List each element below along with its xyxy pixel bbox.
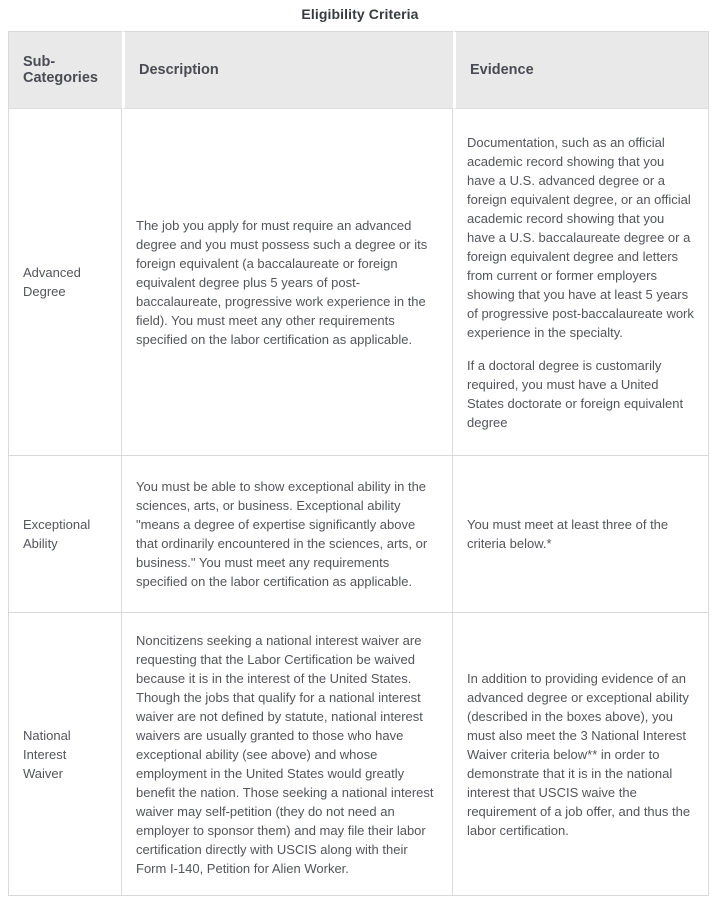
description-text: Noncitizens seeking a national interest waiver are requesting that the Labor Certification be waived because it is in the interest of the United States. Though the jobs that qualify for a national interest waiver are not defined by statute, national interest waivers are usually granted to those who have exceptional ability (see above) and whose employment in the United States would greatly benefit the nation. Those seeking a national interest waiver may self-petition (they do not need an employer to sponsor them) and may file their labor certification directly with USCIS along with their Form I-140, Petition for Alien Worker. bbox=[136, 632, 434, 876]
sub-category-label: Advanced Degree bbox=[8, 109, 122, 456]
description-cell bbox=[122, 109, 453, 456]
page-title: Eligibility Criteria bbox=[301, 6, 419, 22]
column-header-description: Description bbox=[122, 31, 453, 109]
eligibility-criteria-table bbox=[8, 31, 709, 896]
table-row-exceptional-ability bbox=[8, 456, 709, 613]
column-header-evidence: Evidence bbox=[453, 31, 709, 109]
table-row-advanced-degree bbox=[8, 109, 709, 456]
evidence-paragraph: In addition to providing evidence of an advanced degree or exceptional ability (described in the boxes above), you must also meet the 3 National Interest Waiver criteria below** in order to demonstrate that it is in the national interest that USCIS waive the requirement of a job offer, and thus the labor certification. bbox=[467, 670, 691, 838]
header-row bbox=[8, 31, 709, 109]
evidence-paragraph: Documentation, such as an official academic record showing that you have a U.S. advanced degree or a foreign equivalent degree, or an official academic record showing that you have a U.S. baccalaureate degree or a foreign equivalent degree and letters from current or former employers showing that you have at least 5 years of progressive post-baccalaureate work experience in the specialty. bbox=[467, 134, 694, 340]
table-row-national-interest-waiver bbox=[8, 613, 709, 896]
description-text: The job you apply for must require an advanced degree and you must possess such a degree or its foreign equivalent (a baccalaureate or foreign equivalent degree plus 5 years of post-baccalaureate, progressive work experience in the field). You must meet any other requirements specified on the labor certification as applicable. bbox=[136, 217, 428, 347]
sub-category-label: Exceptional Ability bbox=[8, 456, 122, 613]
description-cell bbox=[122, 613, 453, 896]
description-cell bbox=[122, 456, 453, 613]
evidence-paragraph: You must meet at least three of the criteria below.* bbox=[467, 517, 669, 551]
column-header-sub-categories: Sub-Categories bbox=[8, 31, 122, 109]
sub-category-label: National Interest Waiver bbox=[8, 613, 122, 896]
evidence-cell bbox=[453, 456, 709, 613]
evidence-cell bbox=[453, 613, 709, 896]
evidence-paragraph: If a doctoral degree is customarily required, you must have a United States doctorate or foreign equivalent degree bbox=[467, 357, 684, 430]
evidence-cell bbox=[453, 109, 709, 456]
description-text: You must be able to show exceptional ability in the sciences, arts, or business. Exceptional ability "means a degree of expertise significantly above that ordinarily encountered in the sciences, arts, or business." You must meet any requirements specified on the labor certification as applicable. bbox=[136, 479, 428, 589]
